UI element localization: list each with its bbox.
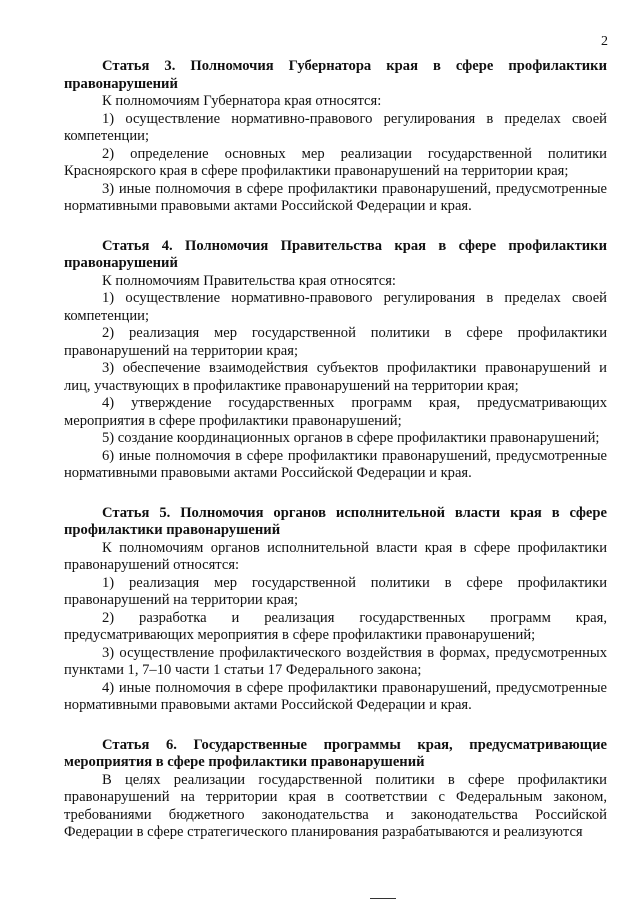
article-heading: Статья 3. Полномочия Губернатора края в сфере профилактики правонарушений: [64, 58, 607, 92]
paragraph: 3) иные полномочия в сфере профилактики правонарушений, предусмотренные нормативными правовыми актами Российской Федерации и края.: [64, 180, 607, 214]
paragraph: К полномочиям Губернатора края относятся:: [102, 93, 382, 109]
article-heading: Статья 4. Полномочия Правительства края в сфере профилактики правонарушений: [64, 237, 607, 271]
article-6: [64, 737, 607, 842]
paragraph: 3) обеспечение взаимодействия субъектов профилактики правонарушений и лиц, участвующих в профилактике правонарушений на территории края;: [64, 360, 607, 394]
article-heading: Статья 6. Государственные программы края, предусматривающие мероприятия в сфере профилактики правонарушений: [64, 736, 607, 770]
article-3: [64, 58, 607, 216]
paragraph: 2) разработка и реализация государственных программ края, предусматривающих мероприятия в сфере профилактики правонарушений;: [64, 609, 607, 643]
paragraph: 2) определение основных мер реализации государственной политики Красноярского края в сфере профилактики правонарушений на территории края;: [64, 145, 607, 179]
article-4: [64, 238, 607, 483]
paragraph: 4) утверждение государственных программ края, предусматривающих мероприятия в сфере профилактики правонарушений;: [64, 395, 607, 429]
paragraph: 1) осуществление нормативно-правового регулирования в пределах своей компетенции;: [64, 110, 607, 144]
paragraph: 4) иные полномочия в сфере профилактики правонарушений, предусмотренные нормативными правовыми актами Российской Федерации и края.: [64, 679, 607, 713]
page-number: 2: [601, 34, 608, 49]
paragraph: 1) реализация мер государственной политики в сфере профилактики правонарушений на территории края;: [64, 574, 607, 608]
article-heading: Статья 5. Полномочия органов исполнительной власти края в сфере профилактики правонарушений: [64, 504, 607, 538]
footer-divider: [370, 898, 396, 899]
document-body: [64, 58, 607, 842]
article-5: [64, 505, 607, 715]
paragraph: 2) реализация мер государственной политики в сфере профилактики правонарушений на территории края;: [64, 325, 607, 359]
paragraph: 5) создание координационных органов в сфере профилактики правонарушений;: [102, 430, 600, 446]
paragraph: В целях реализации государственной политики в сфере профилактики правонарушений на территории края в соответствии с Федеральным законом, требованиями бюджетного законодательства и законодательства Российской Федерации в сфере стратегического планирования разрабатываются и реализуются: [64, 771, 607, 840]
paragraph: 3) осуществление профилактического воздействия в формах, предусмотренных пунктами 1, 7–10 части 1 статьи 17 Федерального закона;: [64, 644, 607, 678]
paragraph: 6) иные полномочия в сфере профилактики правонарушений, предусмотренные нормативными правовыми актами Российской Федерации и края.: [64, 447, 607, 481]
paragraph: К полномочиям Правительства края относятся:: [102, 272, 396, 289]
paragraph: К полномочиям органов исполнительной власти края в сфере профилактики правонарушений относятся:: [64, 539, 607, 573]
paragraph: 1) осуществление нормативно-правового регулирования в пределах своей компетенции;: [64, 290, 607, 324]
